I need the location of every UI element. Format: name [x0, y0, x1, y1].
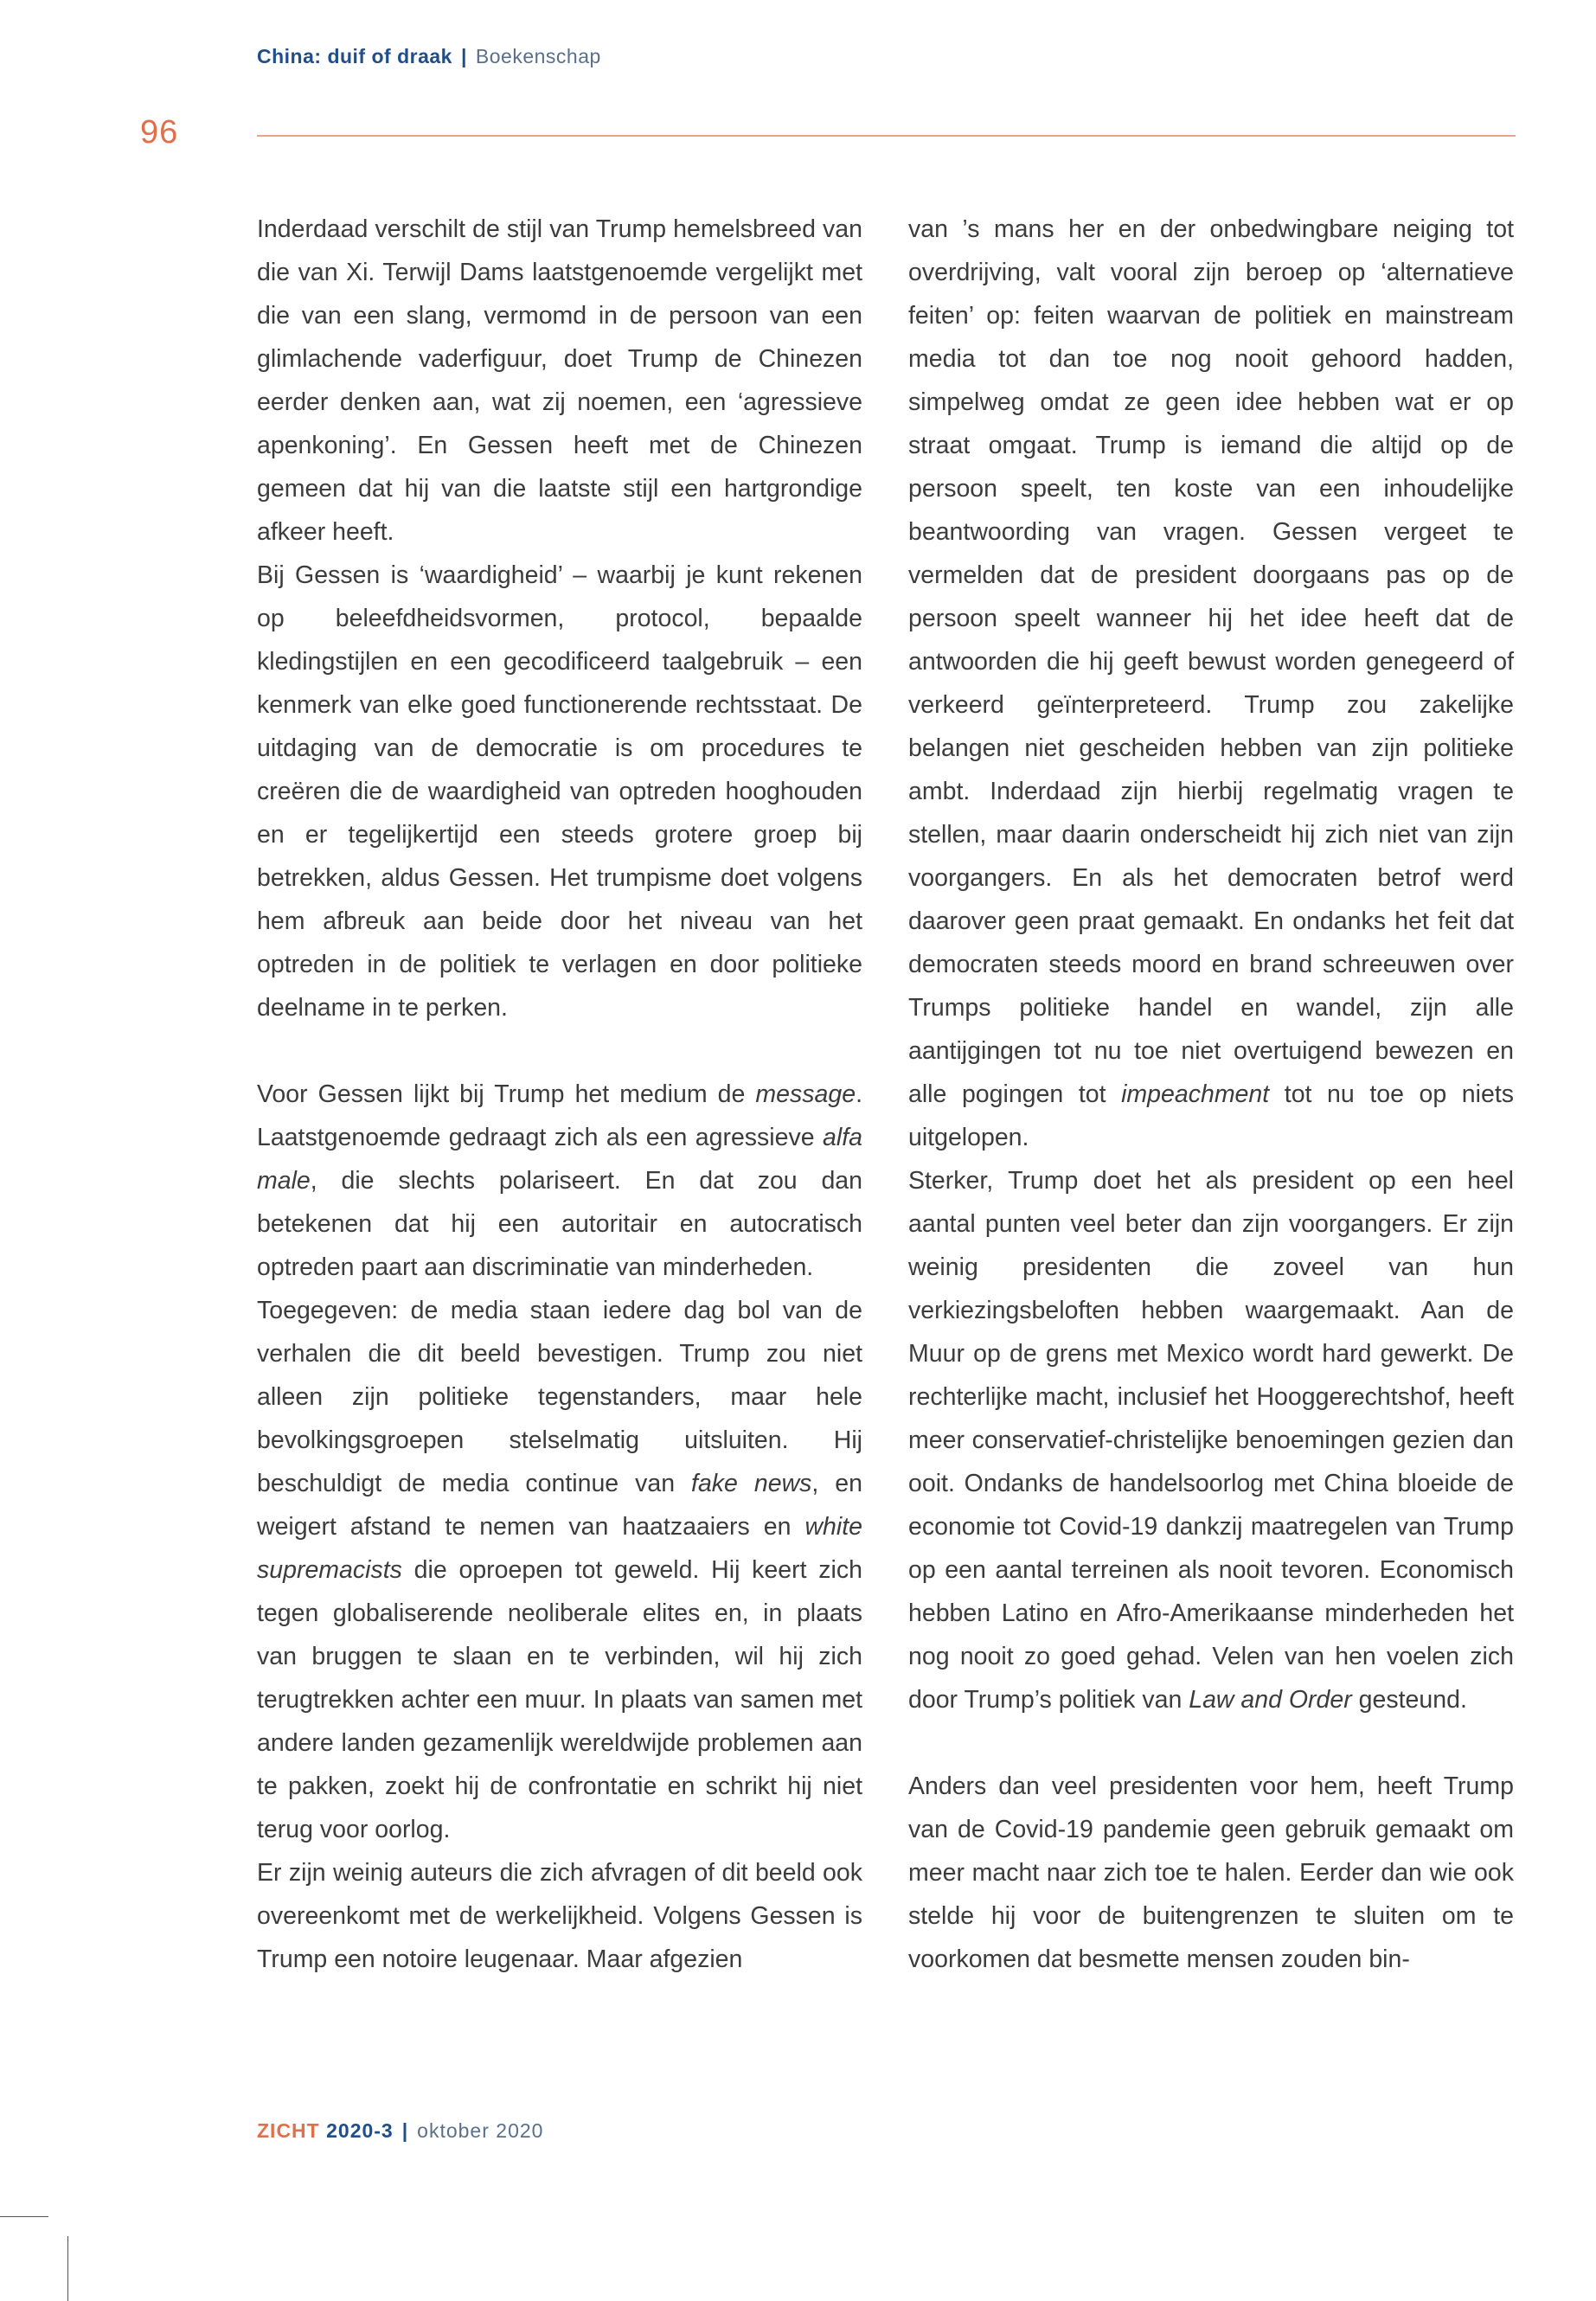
paragraph: Voor Gessen lijkt bij Trump het medium de message. Laatstgenoemde gedraagt zich als een agressieve alfa male, die slechts polariseert. En dat zou dan betekenen dat hij een autoritair en autocratisch optreden paart aan discriminatie van minderheden.	[257, 1080, 862, 1281]
header-separator: |	[460, 45, 467, 67]
page-number: 96	[140, 114, 179, 151]
paragraph: Inderdaad verschilt de stijl van Trump hemelsbreed van die van Xi. Terwijl Dams laatstgenoemde vergelijkt met die van een slang, vermomd in de persoon van een glimlachende vaderfiguur, doet Trump de Chinezen eerder denken aan, wat zij noemen, een ‘agressieve apenkoning’. En Gessen heeft met de Chinezen gemeen dat hij van die laatste stijl een hartgrondige afkeer heeft.	[257, 215, 862, 546]
left-column	[257, 208, 862, 1981]
issue-date: oktober 2020	[417, 2119, 544, 2142]
footer	[257, 2119, 543, 2143]
paragraph: Sterker, Trump doet het als president op een heel aantal punten veel beter dan zijn voorgangers. Er zijn weinig presidenten die zoveel van hun verkiezingsbeloften hebben waargemaakt. Aan de Muur op de grens met Mexico wordt hard gewerkt. De rechterlijke macht, inclusief het Hooggerechtshof, heeft meer conservatief-christelijke benoemingen gezien dan ooit. Ondanks de handelsoorlog met China bloeide de economie tot Covid-19 dankzij maatregelen van Trump op een aantal terreinen als nooit tevoren. Economisch hebben Latino en Afro-Amerikaanse minderheden het nog nooit zo goed gehad. Velen van hen voelen zich door Trump’s politiek van Law and Order gesteund.	[908, 1167, 1514, 1714]
header-rule	[257, 135, 1516, 137]
paragraph: van ’s mans her en der onbedwingbare neiging tot overdrijving, valt vooral zijn beroep op ‘alternatieve feiten’ op: feiten waarvan de politiek en mainstream media tot dan toe nog nooit gehoord hadden, simpelweg omdat ze geen idee hebben wat er op straat omgaat. Trump is iemand die altijd op de persoon speelt, ten koste van een inhoudelijke beantwoording van vragen. Gessen vergeet te vermelden dat de president doorgaans pas op de persoon speelt wanneer hij het idee heeft dat de antwoorden die hij geeft bewust worden genegeerd of verkeerd geïnterpreteerd. Trump zou zakelijke belangen niet gescheiden hebben van zijn politieke ambt. Inderdaad zijn hierbij regelmatig vragen te stellen, maar daarin onderscheidt hij zich niet van zijn voorgangers. En als het democraten betrof werd daarover geen praat gemaakt. En ondanks het feit dat democraten steeds moord en brand schreeuwen over Trumps politieke handel en wandel, zijn alle aantijgingen tot nu toe niet overtuigend bewezen en alle pogingen tot impeachment tot nu toe op niets uitgelopen.	[908, 215, 1515, 1151]
running-head	[257, 45, 601, 68]
paragraph: Anders dan veel presidenten voor hem, heeft Trump van de Covid-19 pandemie geen gebruik gemaakt om meer macht naar zich toe te halen. Eerder dan wie ook stelde hij voor de buitengrenzen te sluiten om te voorkomen dat besmette mensen zouden bin-	[908, 1772, 1514, 1973]
right-column	[908, 208, 1514, 1981]
paragraph: Bij Gessen is ‘waardigheid’ – waarbij je kunt rekenen op beleefdheidsvormen, protocol, bepaalde kledingstijlen en een gecodificeerd taalgebruik – een kenmerk van elke goed functionerende rechtsstaat. De uitdaging van de democratie is om procedures te creëren die de waardigheid van optreden hooghouden en er tegelijkertijd een steeds grotere groep bij betrekken, aldus Gessen. Het trumpisme doet volgens hem afbreuk aan beide door het niveau van het optreden in de politiek te verlagen en door politieke deelname in te perken.	[257, 561, 862, 1022]
issue-number: 2020-3	[326, 2119, 394, 2142]
crop-mark	[67, 2236, 68, 2301]
section-name: Boekenschap	[475, 45, 601, 67]
magazine-name: ZICHT	[257, 2119, 320, 2142]
paragraph: Toegegeven: de media staan iedere dag bol van de verhalen die dit beeld bevestigen. Trump zou niet alleen zijn politieke tegenstanders, maar hele bevolkingsgroepen stelselmatig uitsluiten. Hij beschuldigt de media continue van fake news, en weigert afstand te nemen van haatzaaiers en white supremacists die oproepen tot geweld. Hij keert zich tegen globaliserende neoliberale elites en, in plaats van bruggen te slaan en te verbinden, wil hij zich terugtrekken achter een muur. In plaats van samen met andere landen gezamenlijk wereldwijde problemen aan te pakken, zoekt hij de confrontatie en schrikt hij niet terug voor oorlog.	[257, 1297, 862, 1843]
publication-title: China: duif of draak	[257, 45, 452, 67]
footer-separator: |	[401, 2119, 409, 2142]
crop-mark	[0, 2216, 48, 2217]
paragraph: Er zijn weinig auteurs die zich afvragen of dit beeld ook overeenkomt met de werkelijkheid. Volgens Gessen is Trump een notoire leugenaar. Maar afgezien	[257, 1859, 862, 1973]
